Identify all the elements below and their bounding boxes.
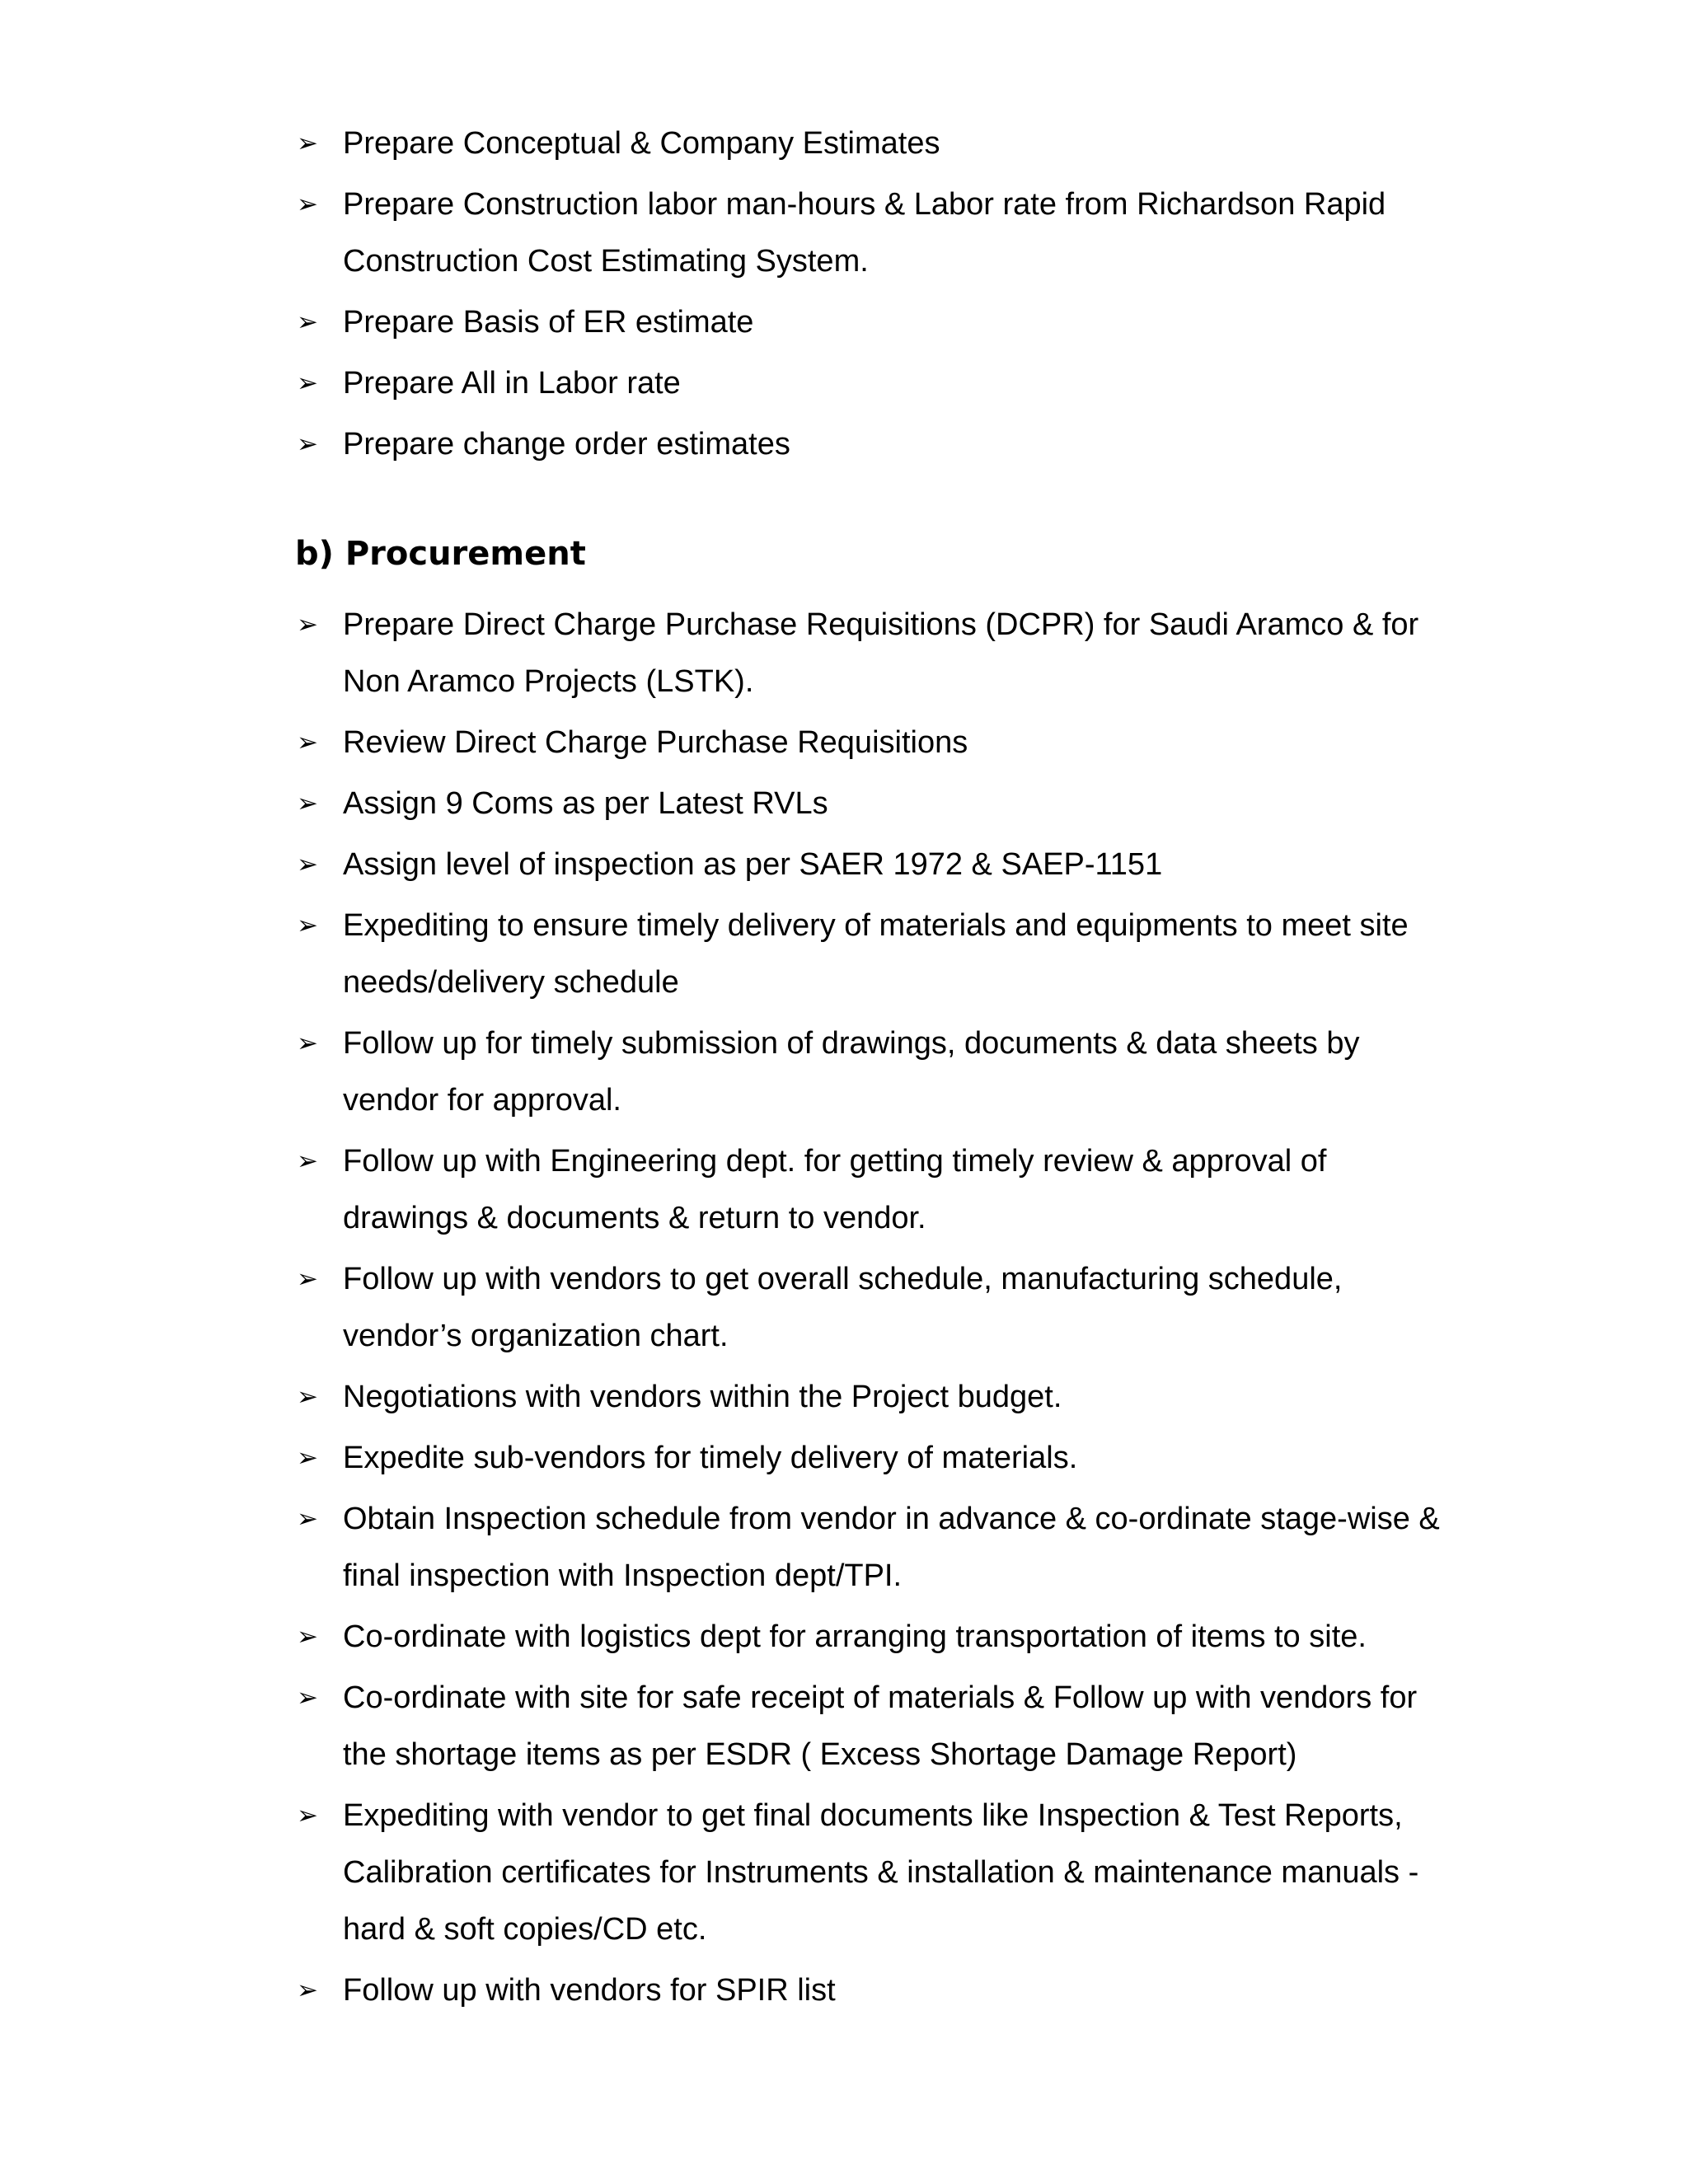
procurement-heading: b) Procurement (295, 535, 586, 573)
procurement-list (295, 597, 1449, 2019)
document-page (295, 115, 1449, 2023)
list-item (295, 115, 1449, 172)
list-item (295, 776, 1449, 832)
list-item (295, 176, 1449, 290)
list-item (295, 1788, 1449, 1958)
arrow-bullet-icon: ➢ (297, 1622, 318, 1652)
list-item-text: Assign level of inspection as per SAER 1972 & SAEP-1151 (343, 847, 1163, 882)
list-item (295, 1491, 1449, 1605)
arrow-bullet-icon: ➢ (297, 368, 318, 398)
list-item (295, 1609, 1449, 1666)
list-item-text: Obtain Inspection schedule from vendor in advance & co-ordinate stage-wise & final inspection with Inspection dept/TPI. (343, 1502, 1440, 1593)
arrow-bullet-icon: ➢ (297, 1504, 318, 1534)
list-item-text: Follow up with vendors for SPIR list (343, 1973, 836, 2008)
arrow-bullet-icon: ➢ (297, 429, 318, 459)
list-item (295, 355, 1449, 412)
list-item-text: Prepare Direct Charge Purchase Requisitions (DCPR) for Saudi Aramco & for Non Aramco Projects (LSTK). (343, 607, 1419, 699)
list-item-text: Assign 9 Coms as per Latest RVLs (343, 786, 828, 821)
list-item-text: Prepare Construction labor man-hours & Labor rate from Richardson Rapid Construction Cost Estimating System. (343, 187, 1386, 279)
arrow-bullet-icon: ➢ (297, 129, 318, 158)
list-item-text: Review Direct Charge Purchase Requisitions (343, 725, 968, 760)
arrow-bullet-icon: ➢ (297, 1146, 318, 1176)
list-item-text: Expediting with vendor to get final documents like Inspection & Test Reports, Calibration certificates for Instruments & installation & maintenance manuals - hard & soft copies/CD etc. (343, 1798, 1419, 1947)
list-item (295, 1015, 1449, 1129)
list-item-text: Prepare All in Labor rate (343, 366, 681, 401)
list-item (295, 715, 1449, 771)
estimating-list (295, 115, 1449, 473)
list-item-text: Co-ordinate with logistics dept for arranging transportation of items to site. (343, 1619, 1367, 1654)
list-item-text: Follow up with vendors to get overall schedule, manufacturing schedule, vendor’s organization chart. (343, 1262, 1343, 1353)
list-item-text: Expediting to ensure timely delivery of materials and equipments to meet site needs/delivery schedule (343, 908, 1409, 1000)
arrow-bullet-icon: ➢ (297, 911, 318, 940)
list-item-text: Follow up for timely submission of drawings, documents & data sheets by vendor for approval. (343, 1026, 1360, 1118)
list-item-text: Prepare Basis of ER estimate (343, 305, 754, 340)
list-item-text: Follow up with Engineering dept. for getting timely review & approval of drawings & documents & return to vendor. (343, 1144, 1327, 1235)
list-item (295, 898, 1449, 1011)
arrow-bullet-icon: ➢ (297, 728, 318, 757)
list-item (295, 597, 1449, 710)
list-item-text: Expedite sub-vendors for timely delivery of materials. (343, 1441, 1078, 1475)
list-item (295, 1670, 1449, 1783)
arrow-bullet-icon: ➢ (297, 610, 318, 640)
arrow-bullet-icon: ➢ (297, 1683, 318, 1713)
list-item (295, 294, 1449, 351)
list-item-text: Co-ordinate with site for safe receipt of materials & Follow up with vendors for the shortage items as per ESDR ( Excess Shortage Damage Report) (343, 1680, 1418, 1772)
arrow-bullet-icon: ➢ (297, 307, 318, 337)
list-item (295, 1251, 1449, 1365)
arrow-bullet-icon: ➢ (297, 190, 318, 219)
arrow-bullet-icon: ➢ (297, 789, 318, 818)
list-item (295, 1369, 1449, 1426)
arrow-bullet-icon: ➢ (297, 1382, 318, 1412)
list-item-text: Prepare Conceptual & Company Estimates (343, 126, 940, 161)
list-item (295, 416, 1449, 473)
arrow-bullet-icon: ➢ (297, 1264, 318, 1294)
list-item-text: Negotiations with vendors within the Project budget. (343, 1380, 1062, 1414)
arrow-bullet-icon: ➢ (297, 1975, 318, 2005)
arrow-bullet-icon: ➢ (297, 1443, 318, 1473)
list-item-text: Prepare change order estimates (343, 427, 790, 462)
arrow-bullet-icon: ➢ (297, 1029, 318, 1058)
list-item (295, 1133, 1449, 1247)
list-item (295, 837, 1449, 893)
list-item (295, 1430, 1449, 1487)
arrow-bullet-icon: ➢ (297, 1801, 318, 1830)
arrow-bullet-icon: ➢ (297, 850, 318, 879)
list-item (295, 1962, 1449, 2019)
